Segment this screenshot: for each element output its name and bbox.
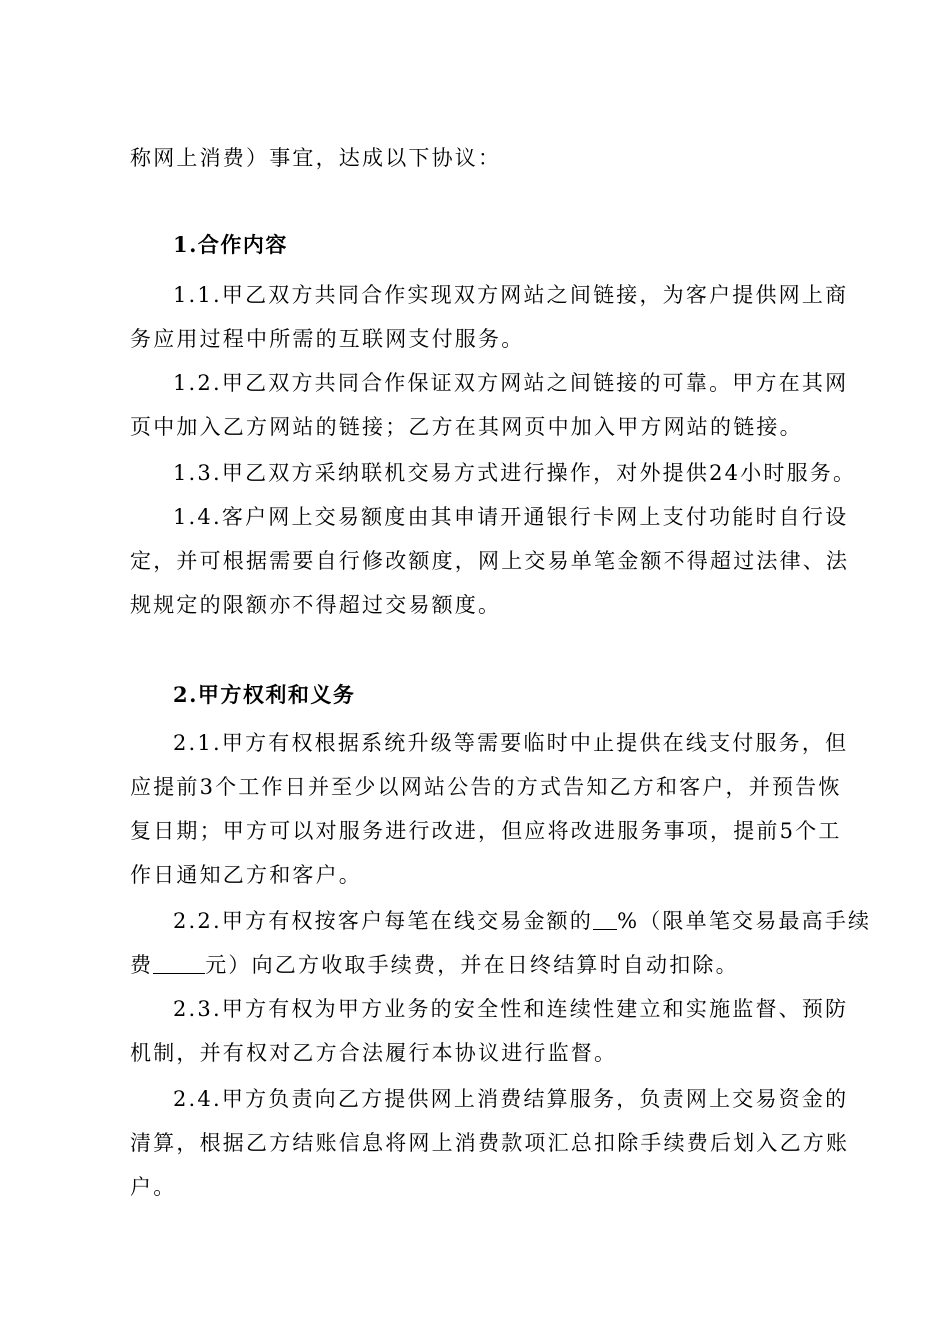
clause-2-2-line-2 (130, 951, 830, 979)
intro-line: 称网上消费）事宜，达成以下协议： (130, 146, 502, 170)
clause-2-4-line-2: 清算，根据乙方结账信息将网上消费款项汇总扣除手续费后划入乙方账 (130, 1131, 850, 1155)
clause-2-1-line-1: 2.1.甲方有权根据系统升级等需要临时中止提供在线支付服务，但 (173, 731, 849, 755)
clause-2-2-line-1 (173, 907, 872, 935)
clause-1-2-line-1: 1.2.甲乙双方共同合作保证双方网站之间链接的可靠。甲方在其网 (173, 371, 849, 395)
fee-blank (153, 953, 205, 974)
clause-1-1-line-2: 务应用过程中所需的互联网支付服务。 (130, 327, 525, 351)
clause-1-3-line-1: 1.3.甲乙双方采纳联机交易方式进行操作，对外提供24小时服务。 (173, 461, 857, 485)
clause-1-4-line-3: 规规定的限额亦不得超过交易额度。 (130, 593, 502, 617)
clause-2-2-text-d: 元）向乙方收取手续费，并在日终结算时自动扣除。 (205, 953, 739, 977)
clause-2-4-line-1: 2.4.甲方负责向乙方提供网上消费结算服务，负责网上交易资金的 (173, 1087, 849, 1111)
clause-1-2-line-2: 页中加入乙方网站的链接；乙方在其网页中加入甲方网站的链接。 (130, 415, 803, 439)
section-2-heading: 2.甲方权利和义务 (173, 682, 356, 707)
clause-2-1-line-4: 作日通知乙方和客户。 (130, 863, 362, 887)
clause-2-3-line-1: 2.3.甲方有权为甲方业务的安全性和连续性建立和实施监督、预防 (173, 997, 849, 1021)
clause-2-4-line-3: 户。 (130, 1175, 177, 1199)
clause-2-2-text-b: %（限单笔交易最高手续 (617, 909, 872, 933)
section-1-heading: 1.合作内容 (173, 232, 288, 257)
clause-1-4-line-1: 1.4.客户网上交易额度由其申请开通银行卡网上支付功能时自行设 (173, 505, 849, 529)
rate-blank (593, 909, 617, 930)
clause-2-3-line-2: 机制，并有权对乙方合法履行本协议进行监督。 (130, 1041, 618, 1065)
clause-2-2-text-a: 2.2.甲方有权按客户每笔在线交易金额的 (173, 909, 594, 933)
clause-1-1-line-1: 1.1.甲乙双方共同合作实现双方网站之间链接，为客户提供网上商 (173, 283, 849, 307)
clause-2-1-line-2: 应提前3个工作日并至少以网站公告的方式告知乙方和客户，并预告恢 (130, 775, 842, 799)
clause-2-2-text-c: 费 (130, 953, 154, 977)
clause-1-4-line-2: 定，并可根据需要自行修改额度，网上交易单笔金额不得超过法律、法 (130, 549, 850, 573)
clause-2-1-line-3: 复日期；甲方可以对服务进行改进，但应将改进服务事项，提前5个工 (130, 819, 842, 843)
